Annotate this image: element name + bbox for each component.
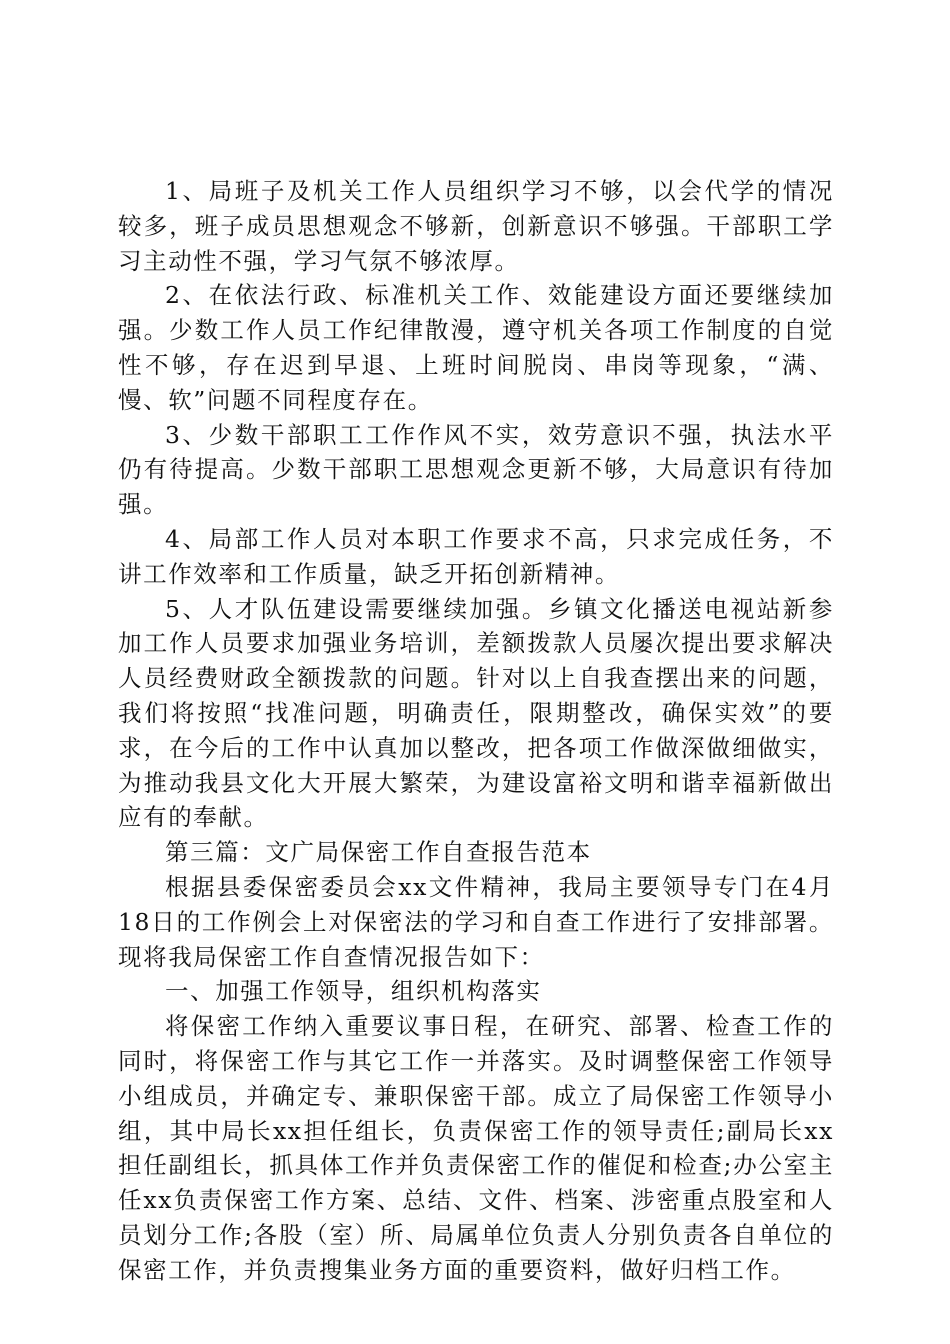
paragraph-intro: 根据县委保密委员会xx文件精神，我局主要领导专门在4月18日的工作例会上对保密法的学习和自查工作进行了安排部署。现将我局保密工作自查情况报告如下：: [118, 872, 834, 971]
section-heading-1: 一、加强工作领导，组织机构落实: [165, 977, 542, 1006]
paragraph-issue-2: 2、在依法行政、标准机关工作、效能建设方面还要继续加强。少数工作人员工作纪律散漫，遵守机关各项工作制度的自觉性不够，存在迟到早退、上班时间脱岗、串岗等现象，“满、慢、软”问题不同程度存在。: [118, 281, 834, 414]
section-title: 第三篇：文广局保密工作自查报告范本: [165, 838, 592, 867]
document-body: [118, 174, 834, 1288]
paragraph-issue-1: 1、局班子及机关工作人员组织学习不够，以会代学的情况较多，班子成员思想观念不够新，创新意识不够强。干部职工学习主动性不强，学习气氛不够浓厚。: [118, 177, 834, 275]
paragraph-issue-3: 3、少数干部职工工作作风不实，效劳意识不强，执法水平仍有待提高。少数干部职工思想观念更新不够，大局意识有待加强。: [118, 420, 834, 519]
paragraph-issue-5: 5、人才队伍建设需要继续加强。乡镇文化播送电视站新参加工作人员要求加强业务培训，差额拨款人员屡次提出要求解决人员经费财政全额拨款的问题。针对以上自我查摆出来的问题，我们将按照“找准问题，明确责任，限期整改，确保实效”的要求，在今后的工作中认真加以整改，把各项工作做深做细做实，为推动我县文化大开展大繁荣，为建设富裕文明和谐幸福新做出应有的奉献。: [118, 594, 834, 832]
paragraph-issue-4: 4、局部工作人员对本职工作要求不高，只求完成任务，不讲工作效率和工作质量，缺乏开拓创新精神。: [118, 524, 834, 588]
paragraph-leadership: 将保密工作纳入重要议事日程，在研究、部署、检查工作的同时，将保密工作与其它工作一并落实。及时调整保密工作领导小组成员，并确定专、兼职保密干部。成立了局保密工作领导小组，其中局长xx担任组长，负责保密工作的领导责任;副局长xx担任副组长，抓具体工作并负责保密工作的催促和检查;办公室主任xx负责保密工作方案、总结、文件、档案、涉密重点股室和人员划分工作;各股（室）所、局属单位负责人分别负责各自单位的保密工作，并负责搜集业务方面的重要资料，做好归档工作。: [118, 1012, 834, 1284]
